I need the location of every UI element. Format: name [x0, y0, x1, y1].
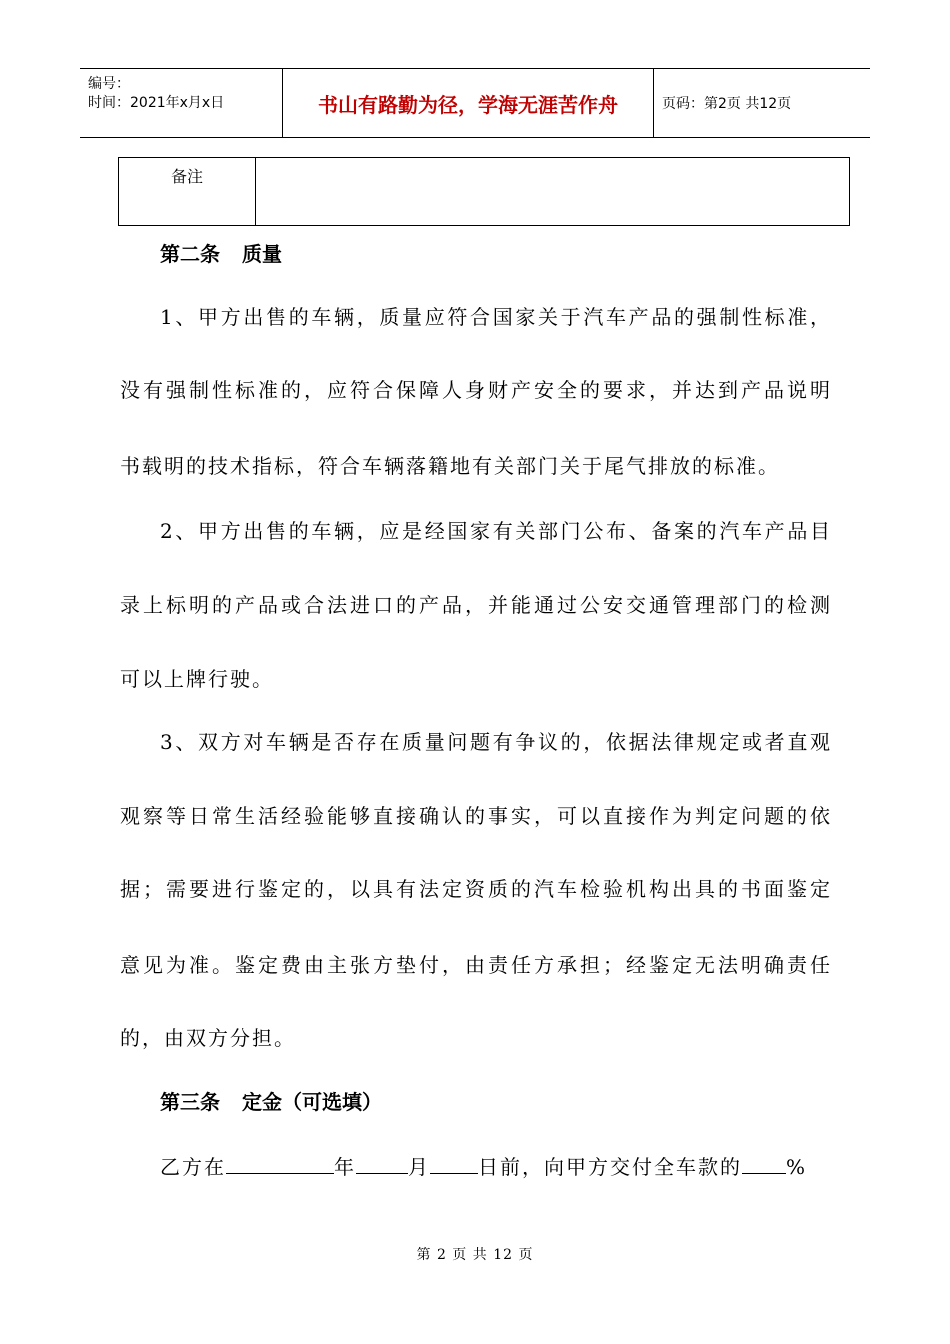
article3-heading-title: 定金（可选填） — [242, 1090, 382, 1114]
article3-heading — [160, 1088, 404, 1116]
article2-line: 1、甲方出售的车辆，质量应符合国家关于汽车产品的强制性标准， — [160, 305, 832, 329]
deposit-day-blank[interactable] — [430, 1151, 478, 1174]
article2-line: 观察等日常生活经验能够直接确认的事实，可以直接作为判定问题的依 — [120, 804, 832, 828]
page-footer: 第 2 页 共 12 页 — [416, 1247, 534, 1263]
number-label: 编号： — [88, 76, 130, 92]
deposit-text: 年 — [334, 1155, 356, 1179]
article2-heading — [160, 240, 304, 268]
page-header — [80, 68, 870, 138]
article2-line: 可以上牌行驶。 — [120, 667, 274, 691]
article2-line: 意见为准。鉴定费由主张方垫付，由责任方承担；经鉴定无法明确责任 — [120, 953, 832, 977]
header-page-info: 页码：第2页 共12页 — [662, 96, 792, 112]
deposit-text: 日前，向甲方交付全车款的 — [478, 1155, 742, 1179]
time-label: 时间：2021年x月x日 — [88, 95, 225, 111]
remarks-value — [256, 158, 849, 225]
remarks-table — [118, 157, 850, 226]
article2-line: 没有强制性标准的，应符合保障人身财产安全的要求，并达到产品说明 — [120, 378, 832, 402]
header-motto: 书山有路勤为径，学海无涯苦作舟 — [283, 69, 654, 137]
remarks-label: 备注 — [119, 158, 256, 225]
article2-line: 3、双方对车辆是否存在质量问题有争议的，依据法律规定或者直观 — [160, 730, 832, 754]
header-meta — [80, 69, 283, 137]
article2-line: 2、甲方出售的车辆，应是经国家有关部门公布、备案的汽车产品目 — [160, 519, 832, 543]
article2-line: 书载明的技术指标，符合车辆落籍地有关部门关于尾气排放的标准。 — [120, 454, 780, 478]
deposit-percent-blank[interactable] — [742, 1151, 786, 1174]
article2-line: 录上标明的产品或合法进口的产品，并能通过公安交通管理部门的检测 — [120, 593, 832, 617]
deposit-text: 乙方在 — [160, 1155, 226, 1179]
article3-deposit-line — [160, 1151, 832, 1181]
article2-line: 的，由双方分担。 — [120, 1026, 296, 1050]
article2-heading-num: 第二条 — [160, 242, 220, 266]
article2-line: 据；需要进行鉴定的，以具有法定资质的汽车检验机构出具的书面鉴定 — [120, 877, 832, 901]
deposit-month-blank[interactable] — [356, 1151, 408, 1174]
deposit-text: % — [786, 1155, 808, 1179]
deposit-text: 月 — [408, 1155, 430, 1179]
deposit-amount-blank[interactable] — [226, 1151, 334, 1174]
article3-heading-num: 第三条 — [160, 1090, 220, 1114]
article2-heading-title: 质量 — [242, 242, 282, 266]
